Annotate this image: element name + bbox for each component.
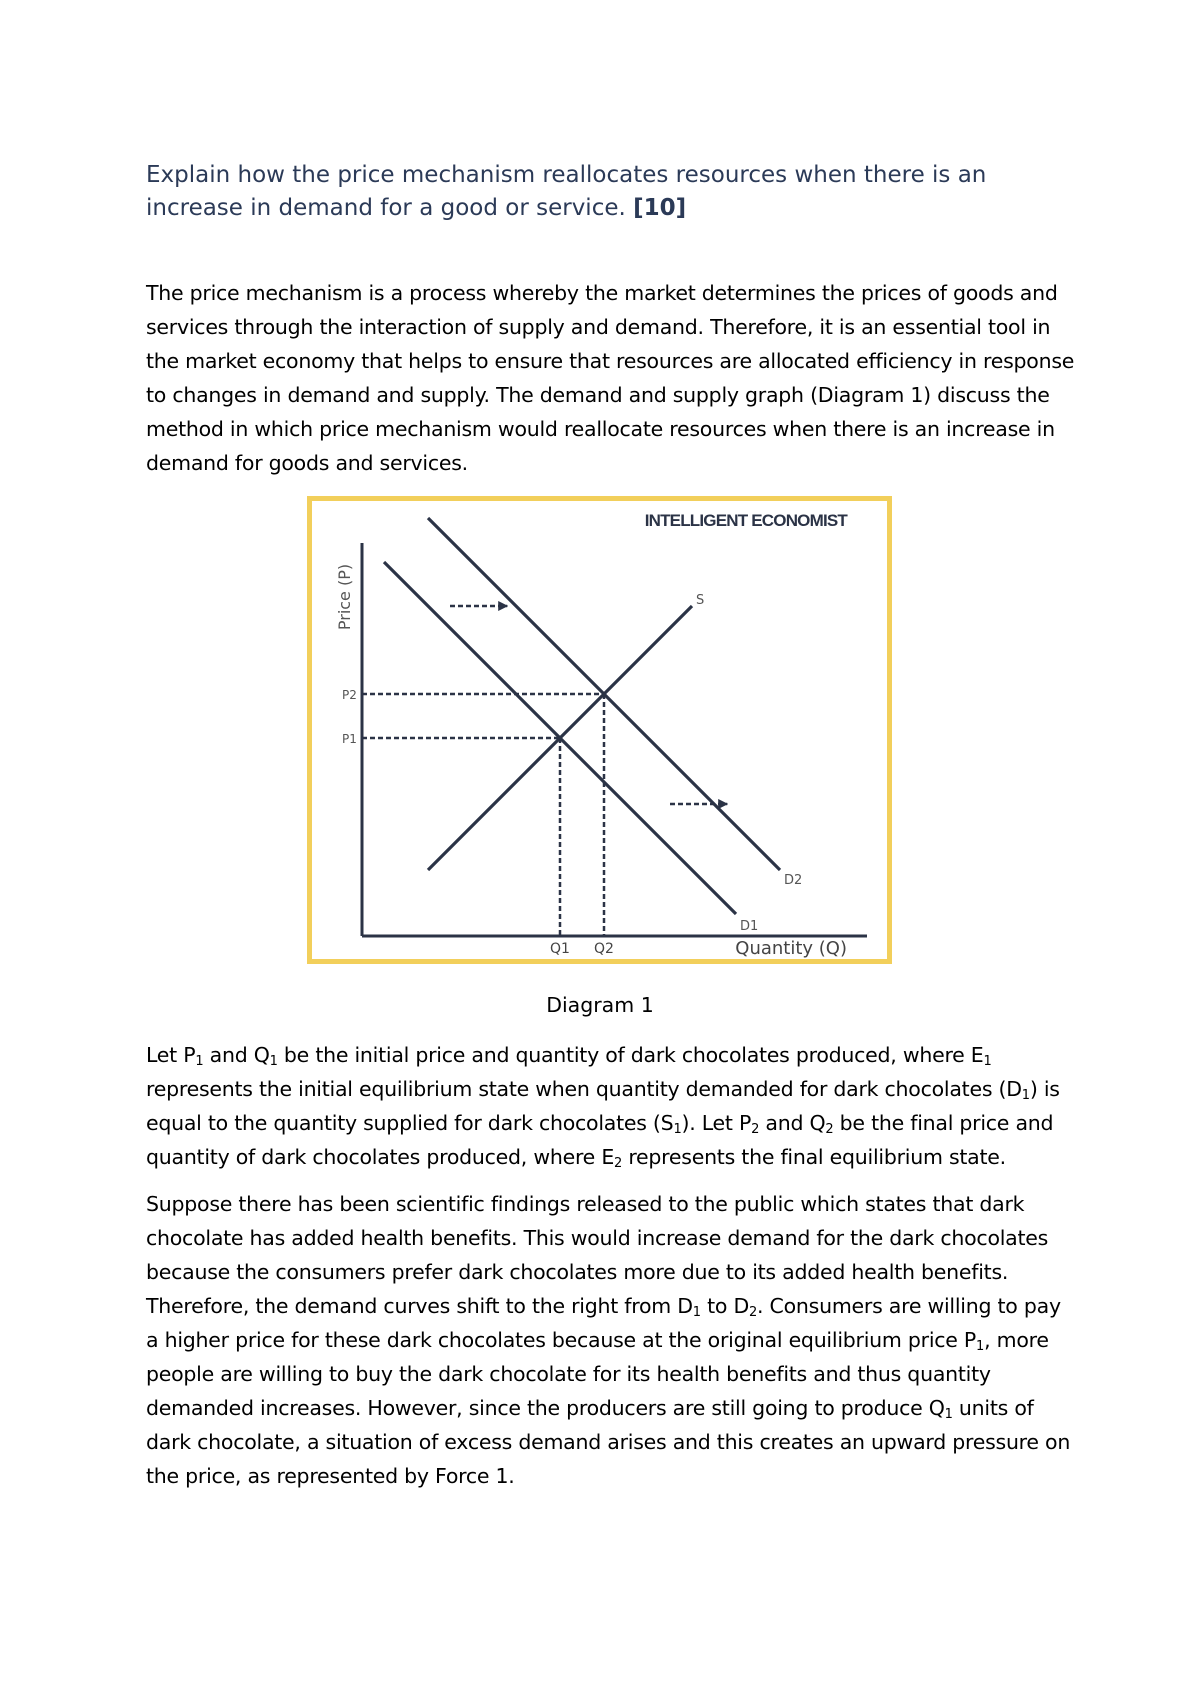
diagram-1-figure <box>307 496 892 964</box>
quantity-tick-label: Q2 <box>594 941 614 957</box>
question-marks: [10] <box>633 195 687 222</box>
let-paragraph-text: Let $P_1$ and $Q_1$ be the initial price and quantity of dark chocolates produced, where $E_1$ represents the initial equilibrium state when quantity demanded for dark chocolates $(D_1)$ is equal to the quantity supplied for dark chocolates $(S_1)$. Let $P_2$ and $Q_2$ be the final price and quantity of dark chocolates produced, where $E_2$ represents the final equilibrium state. <box>146 1043 1060 1171</box>
subscript: 1 <box>692 1305 701 1320</box>
brand-logo-text: INTELLIGENT ECONOMIST <box>644 511 847 530</box>
subscript: 1 <box>195 1054 204 1069</box>
curve-label-d2: D2 <box>784 873 803 888</box>
intro-paragraph <box>146 276 1076 480</box>
question-text: Explain how the price mechanism reallocates resources when there is an increase in demand for a good or service. <box>146 162 987 222</box>
subscript: 1 <box>983 1054 992 1069</box>
curve-label-s: S <box>696 593 705 608</box>
subscript: 1 <box>673 1122 682 1137</box>
suppose-paragraph-text: Suppose there has been scientific findings released to the public which states that dark chocolate has added health benefits. This would increase demand for the dark chocolates because the consumers prefer dark chocolates more due to its added health benefits. Therefore, the demand curves shift to the right from $D_1$ to $D_2$. Consumers are willing to pay a higher price for these dark chocolates because at the original equilibrium price $P_1$, more people are willing to buy the dark chocolate for its health benefits and thus quantity demanded increases. However, since the producers are still going to produce $Q_1$ units of dark chocolate, a situation of excess demand arises and this creates an upward pressure on the price, as represented by Force 1. <box>146 1192 1071 1488</box>
subscript: 1 <box>1021 1088 1030 1103</box>
subscript: 2 <box>825 1122 834 1137</box>
question-heading <box>146 159 1066 225</box>
let-paragraph <box>146 1038 1076 1174</box>
price-tick-label: P2 <box>342 688 357 702</box>
subscript: 1 <box>944 1407 953 1422</box>
price-tick-label: P1 <box>342 732 357 746</box>
quantity-tick-label: Q1 <box>550 941 570 957</box>
subscript: 1 <box>269 1054 278 1069</box>
supply-demand-chart <box>312 501 887 959</box>
subscript: 2 <box>751 1122 760 1137</box>
suppose-paragraph <box>146 1187 1076 1493</box>
intro-paragraph-text: The price mechanism is a process whereby the market determines the prices of goods and services through the interaction of supply and demand. Therefore, it is an essential tool in the market economy that helps to ensure that resources are allocated efficiency in response to changes in demand and supply. The demand and supply graph (Diagram 1) discuss the method in which price mechanism would reallocate resources when there is an increase in demand for goods and services. <box>146 281 1075 475</box>
subscript: 2 <box>748 1305 758 1320</box>
x-axis-label: Quantity (Q) <box>735 938 847 959</box>
y-axis-label: Price (P) <box>335 563 354 631</box>
subscript: 2 <box>614 1156 623 1171</box>
subscript: 1 <box>976 1339 985 1354</box>
diagram-caption: Diagram 1 <box>546 993 654 1017</box>
curve-label-d1: D1 <box>740 919 759 934</box>
